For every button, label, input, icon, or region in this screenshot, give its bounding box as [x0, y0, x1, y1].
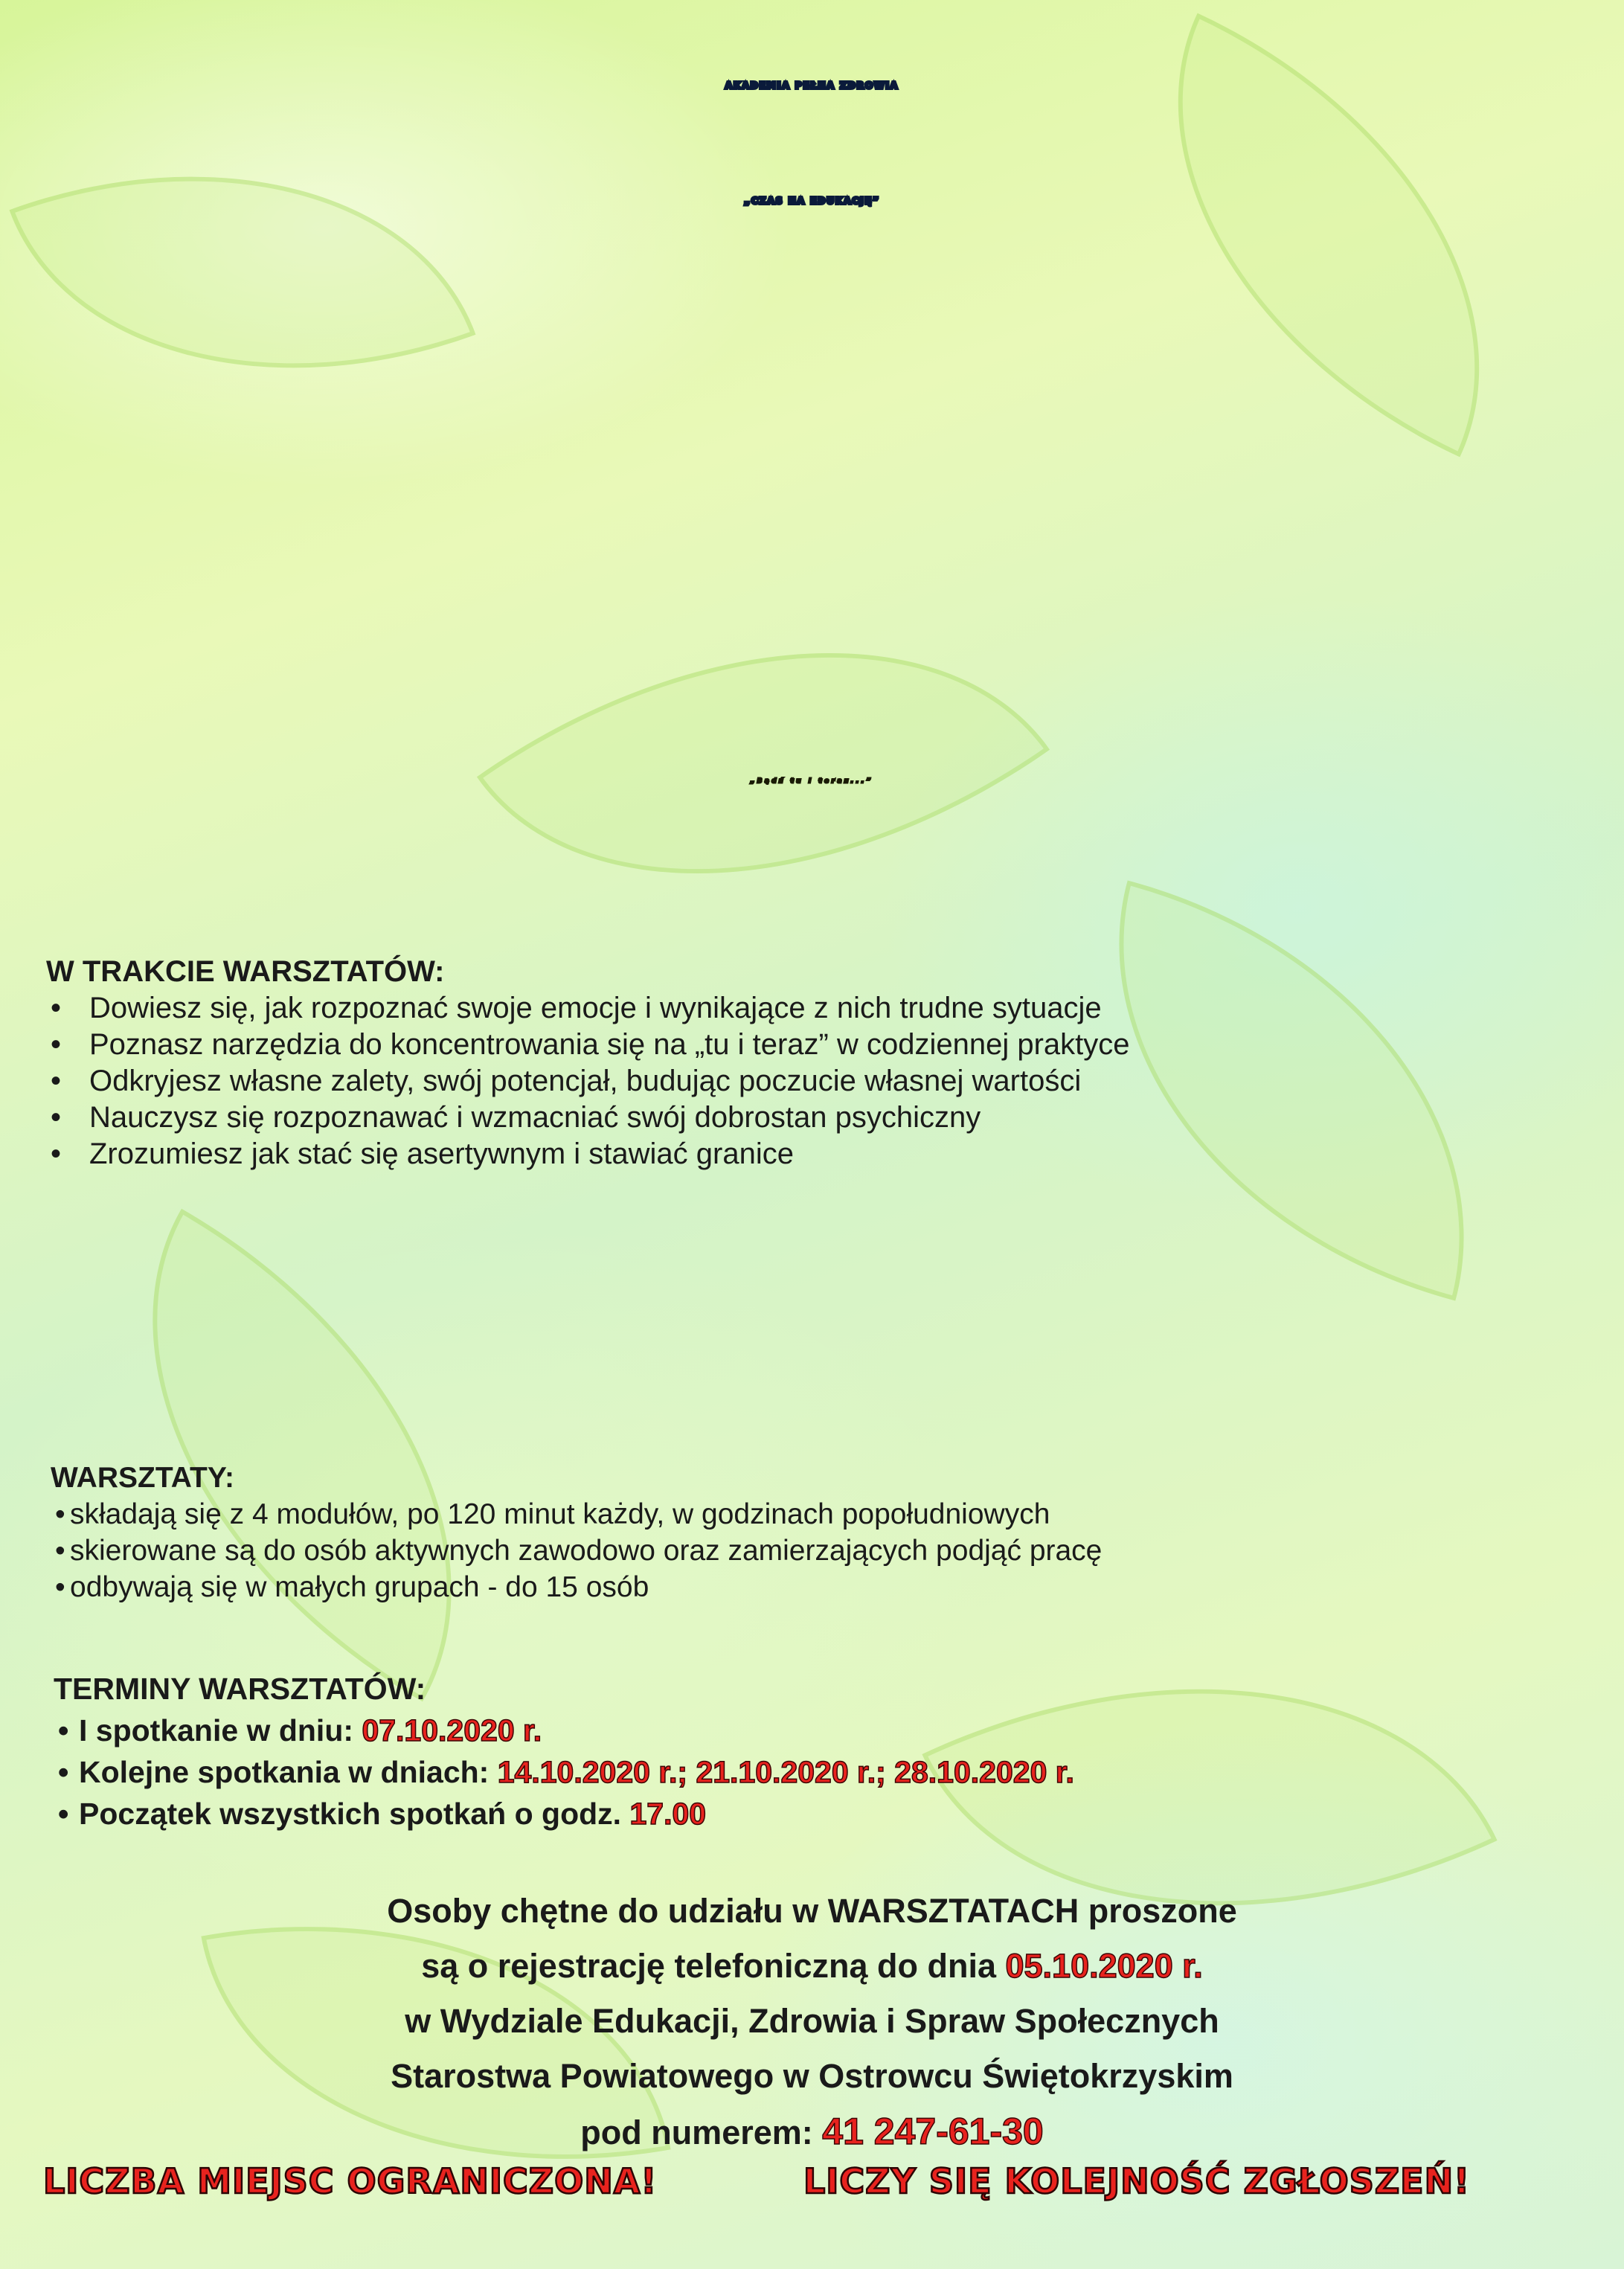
list-item: • Zrozumiesz jak stać się asertywnym i stawiać granice	[46, 1136, 1579, 1172]
list-item: • Odkryjesz własne zalety, swój potencjał, budując poczucie własnej wartości	[46, 1063, 1579, 1100]
list-item: • Dowiesz się, jak rozpoznać swoje emocje i wynikające z nich trudne sytuacje	[46, 990, 1579, 1027]
motto: „Bądź tu i teraz...”	[750, 777, 874, 784]
list-item	[54, 1710, 1586, 1751]
schedule-list	[54, 1710, 1586, 1835]
start-time: 17.00	[629, 1797, 707, 1831]
invites-label	[0, 372, 1624, 414]
list-item	[54, 1793, 1586, 1835]
during-heading: W TRAKCIE WARSZTATÓW:	[46, 955, 445, 988]
list-item	[54, 1751, 1586, 1793]
registration-line-4: Starostwa Powiatowego w Ostrowcu Świętokrzyskim	[391, 2057, 1233, 2095]
registration-line-5: pod numerem: 41 247-61-30	[580, 2111, 1044, 2152]
trainer-name	[0, 1326, 1624, 1375]
next-meetings-dates: 14.10.2020 r.; 21.10.2020 r.; 28.10.2020 r.	[497, 1755, 1074, 1789]
subtitle	[0, 870, 1624, 908]
schedule-section	[54, 1668, 1586, 1835]
registration-deadline: 05.10.2020 r.	[1005, 1947, 1203, 1985]
list-item: • skierowane są do osób aktywnych zawodowo oraz zamierzających podjąć pracę	[51, 1533, 1583, 1569]
title-line-2: „CZAS NA EDUKACJĘ”	[744, 196, 880, 206]
trainer-intro	[0, 1236, 1624, 1274]
registration-line-3: w Wydziale Edukacji, Zdrowia i Spraw Społecznych	[405, 2002, 1219, 2040]
host-name	[0, 286, 1624, 353]
footer-limited-seats: LICZBA MIEJSC OGRANICZONA!	[43, 2161, 658, 2201]
title-line-1: AKADEMIA PEŁNA ZDROWIA	[725, 80, 899, 91]
workshops-list	[51, 1496, 1583, 1605]
trainer-company	[0, 1382, 1624, 1416]
workshops-section	[51, 1460, 1583, 1605]
list-item: • odbywają się w małych grupach - do 15 osób	[51, 1569, 1583, 1605]
registration-section	[0, 1884, 1624, 2160]
list-item: • Nauczysz się rozpoznawać i wzmacniać swój dobrostan psychiczny	[46, 1100, 1579, 1136]
list-item: • składają się z 4 modułów, po 120 minut każdy, w godzinach popołudniowych	[51, 1496, 1583, 1533]
during-section	[46, 954, 1579, 1172]
registration-line-2: są o rejestrację telefoniczną do dnia 05.10.2020 r.	[421, 1947, 1203, 1985]
event-title	[0, 617, 1624, 684]
list-item: • Poznasz narzędzia do koncentrowania się na „tu i teraz” w codziennej praktyce	[46, 1027, 1579, 1063]
na-label	[0, 543, 1624, 585]
trainer-title	[0, 1281, 1624, 1318]
during-list	[46, 990, 1579, 1172]
footer-first-come: LICZY SIĘ KOLEJNOŚĆ ZGŁOSZEŃ!	[803, 2161, 1471, 2201]
first-meeting-date: 07.10.2020 r.	[362, 1713, 542, 1748]
start-time-label: Początek wszystkich spotkań o godz.	[79, 1797, 622, 1831]
next-meetings-label: Kolejne spotkania w dniach:	[79, 1755, 490, 1789]
registration-line-1: Osoby chętne do udziału w WARSZTATACH proszone	[387, 1892, 1237, 1930]
first-meeting-label: I spotkanie w dniu:	[79, 1713, 354, 1748]
audience-text	[0, 446, 1624, 510]
workshops-heading: WARSZTATY:	[51, 1462, 234, 1494]
schedule-heading: TERMINY WARSZTATÓW:	[54, 1672, 426, 1706]
phone-number: 41 247-61-30	[822, 2111, 1044, 2152]
